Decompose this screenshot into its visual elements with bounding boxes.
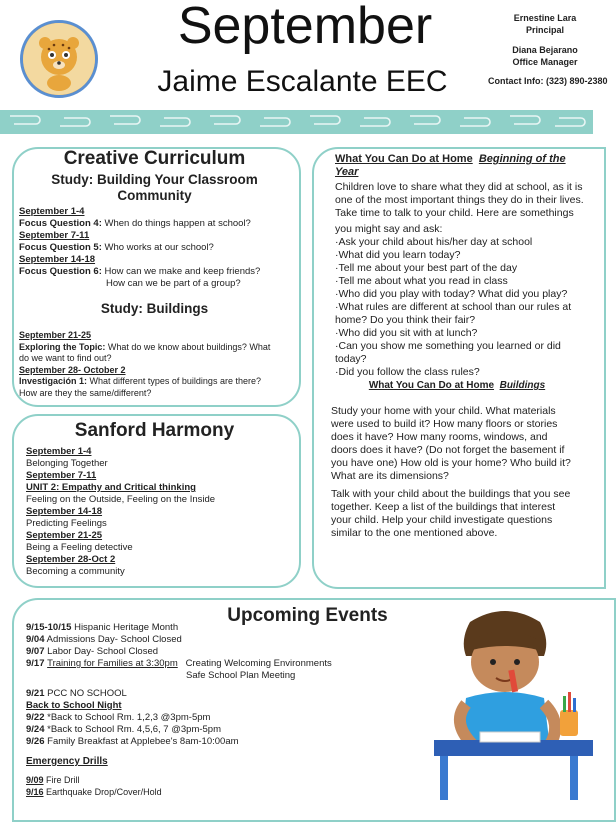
- event-text: Hispanic Heritage Month: [71, 622, 179, 633]
- investigation-text: What different types of buildings are there?: [87, 376, 261, 386]
- manager-role: Office Manager: [512, 57, 578, 67]
- sanford-schedule: [26, 446, 294, 578]
- event-text: Safe School Plan Meeting: [186, 670, 296, 681]
- home-heading-1: [335, 153, 593, 179]
- event-text: Earthquake Drop/Cover/Hold: [43, 787, 162, 797]
- question-item: ·What did you learn today?: [335, 249, 461, 261]
- principal-role: Principal: [525, 25, 564, 35]
- buildings-schedule: [19, 330, 295, 399]
- date-label: September 1-4: [26, 446, 92, 457]
- paragraph-line: doors does it have? (Do not forget the basement if: [331, 444, 565, 456]
- lesson-text: Being a Feeling detective: [26, 542, 133, 553]
- child-drawing-illustration: [420, 600, 593, 800]
- event-date: 9/22: [26, 712, 45, 723]
- intro-line: Children love to share what they did at school, as it is: [335, 181, 583, 193]
- explore-text: What do we know about buildings? What: [105, 341, 271, 352]
- event-text: PCC NO SCHOOL: [44, 688, 127, 699]
- event-date: 9/07: [26, 646, 45, 657]
- question-item: ·Tell me about what you read in class: [335, 275, 508, 287]
- creative-study: [12, 172, 297, 204]
- intro-line: one of the most important things they do in their lives.: [335, 194, 584, 206]
- focus-label: Focus Question 4:: [19, 218, 102, 229]
- paragraph-line: What are its dimensions?: [331, 470, 449, 482]
- training-link[interactable]: Training for Families at 3:30pm: [47, 658, 178, 669]
- event-date: 9/09: [26, 775, 44, 785]
- question-item: ·Ask your child about his/her day at school: [335, 236, 533, 248]
- investigation-text-2: How are they the same/different?: [19, 387, 152, 398]
- focus-label: Focus Question 5:: [19, 242, 102, 253]
- drills-heading: Emergency Drills: [26, 756, 108, 767]
- question-item: ·Who did you sit with at lunch?: [335, 327, 478, 339]
- intro-line: you might say and ask:: [335, 223, 443, 235]
- home-heading-label: What You Can Do at Home: [335, 153, 473, 165]
- question-item: today?: [335, 353, 367, 365]
- event-text: Family Breakfast at Applebee's 8am-10:00am: [44, 736, 239, 747]
- buildings-paragraph-1: [331, 405, 593, 483]
- home-heading-sub-2: Year: [335, 166, 359, 178]
- paragraph-line: were used to build it? How many floors or stories: [331, 418, 558, 430]
- question-item: ·Who did you play with today? What did you play?: [335, 288, 568, 300]
- lesson-text: Predicting Feelings: [26, 518, 107, 529]
- event-date: 9/04: [26, 634, 45, 645]
- date-label: September 28-Oct 2: [26, 554, 116, 565]
- paragraph-line: Study your home with your child. What materials: [331, 405, 556, 417]
- focus-text: How can we be part of a group?: [106, 278, 241, 289]
- page-title: September: [177, 0, 433, 55]
- creative-study-line2: Community: [117, 188, 192, 203]
- date-label: September 14-18: [26, 506, 103, 517]
- date-label: September 7-11: [26, 470, 97, 481]
- home-heading-sub: Beginning of the: [478, 153, 566, 165]
- question-item: ·Can you show me something you learned or did: [335, 340, 561, 352]
- lesson-text: Feeling on the Outside, Feeling on the Inside: [26, 494, 216, 505]
- date-label: September 21-25: [26, 530, 103, 541]
- event-date: 9/15-10/15: [26, 622, 72, 633]
- home-heading-label: What You Can Do at Home: [368, 380, 495, 391]
- event-text: *Back to School Rm. 4,5,6, 7 @3pm-5pm: [44, 724, 221, 735]
- manager-name: Diana Bejarano: [512, 45, 578, 55]
- event-date: 9/17: [26, 658, 45, 669]
- buildings-study: Study: Buildings: [100, 301, 209, 316]
- date-label: September 21-25: [19, 330, 92, 340]
- explore-label: Exploring the Topic:: [19, 341, 106, 352]
- question-item: ·What rules are different at school than our rules at: [335, 301, 572, 313]
- date-label: September 7-11: [19, 230, 90, 241]
- date-label: September 1-4: [19, 206, 85, 217]
- home-heading-sub: Buildings: [499, 380, 546, 391]
- lesson-text: Belonging Together: [26, 458, 108, 469]
- events-title: Upcoming Events: [227, 605, 388, 626]
- date-label: September 28- October 2: [19, 364, 126, 375]
- focus-text: When do things happen at school?: [101, 218, 251, 229]
- paragraph-line: together. Keep a list of the buildings that interest: [331, 501, 556, 513]
- event-date: 9/21: [26, 688, 45, 699]
- explore-text-2: do we want to find out?: [19, 353, 112, 363]
- event-date: 9/24: [26, 724, 45, 735]
- paragraph-line: you have one) How old is your home? Who build it?: [331, 457, 571, 469]
- date-label: September 14-18: [19, 254, 96, 265]
- question-item: home? Do you think their fair?: [335, 314, 476, 326]
- manager-block: [500, 44, 590, 68]
- event-text: *Back to School Rm. 1,2,3 @3pm-5pm: [44, 712, 211, 723]
- lesson-text: Becoming a community: [26, 566, 125, 577]
- home-intro: [335, 181, 593, 379]
- focus-text: How can we make and keep friends?: [101, 266, 261, 277]
- event-date: 9/16: [26, 787, 44, 797]
- btsn-heading: Back to School Night: [26, 700, 122, 711]
- question-item: ·Tell me about your best part of the day: [335, 262, 518, 274]
- creative-schedule: [19, 206, 295, 290]
- sanford-title: Sanford Harmony: [74, 420, 235, 441]
- principal-block: [500, 12, 590, 36]
- event-text: Admissions Day- School Closed: [44, 634, 182, 645]
- creative-study-line1: Study: Building Your Classroom: [51, 172, 258, 187]
- events-list: [26, 622, 426, 798]
- jaguar-logo: [20, 20, 98, 98]
- paragraph-line: does it have? How many rooms, windows, and: [331, 431, 548, 443]
- principal-name: Ernestine Lara: [513, 13, 577, 23]
- event-text: Labor Day- School Closed: [44, 646, 159, 657]
- creative-title: Creative Curriculum: [63, 148, 246, 169]
- focus-text: Who works at our school?: [101, 242, 214, 253]
- buildings-paragraph-2: [331, 488, 593, 540]
- unit-label: UNIT 2: Empathy and Critical thinking: [26, 482, 196, 493]
- paragraph-line: similar to the one mentioned above.: [331, 527, 498, 539]
- focus-label: Focus Question 6:: [19, 266, 102, 277]
- event-text: Fire Drill: [43, 775, 80, 785]
- paragraph-line: your child. Help your child investigate questions: [331, 514, 553, 526]
- intro-line: Take time to talk to your child. Here are somethings: [335, 207, 574, 219]
- home-heading-2: [312, 380, 602, 391]
- contact-info: Contact Info: (323) 890-2380: [488, 76, 608, 86]
- investigation-label: Investigación 1:: [19, 376, 88, 386]
- school-name: Jaime Escalante EEC: [157, 65, 448, 98]
- event-text: Creating Welcoming Environments: [185, 658, 332, 669]
- event-date: 9/26: [26, 736, 45, 747]
- paragraph-line: Talk with your child about the buildings that you see: [331, 488, 571, 500]
- decorative-banner: [0, 110, 593, 134]
- question-item: ·Did you follow the class rules?: [335, 366, 480, 378]
